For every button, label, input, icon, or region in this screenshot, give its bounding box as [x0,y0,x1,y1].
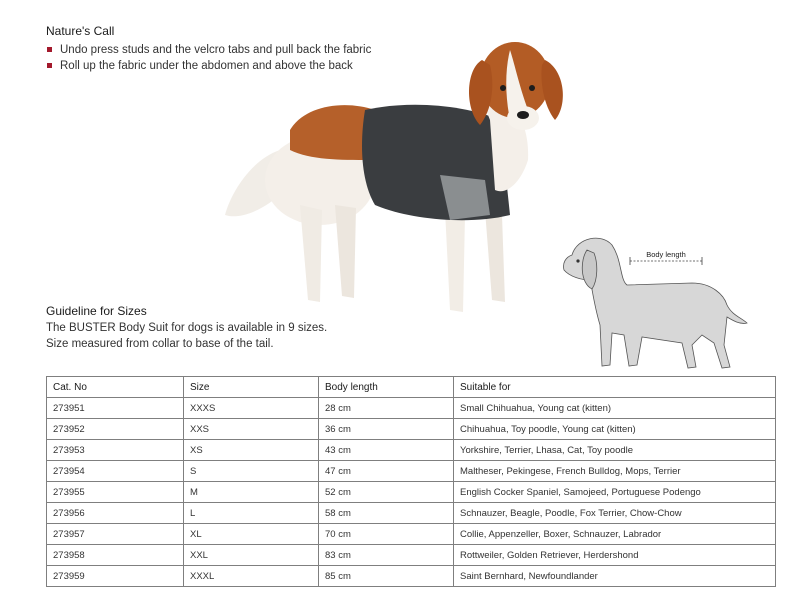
cell-size: XXS [184,419,319,440]
bullet-text: Undo press studs and the velcro tabs and pull back the fabric [60,44,372,56]
cell-body-length: 58 cm [319,503,454,524]
table-row [47,419,776,440]
bullet-square-icon [47,47,52,52]
table-row [47,461,776,482]
table-row [47,503,776,524]
cell-size: S [184,461,319,482]
table-row [47,524,776,545]
header-size: Size [184,377,319,398]
natures-call-title: Nature's Call [46,24,115,38]
cell-body-length: 52 cm [319,482,454,503]
cell-body-length: 83 cm [319,545,454,566]
cell-suitable-for: Saint Bernhard, Newfoundlander [454,566,776,587]
cell-body-length: 70 cm [319,524,454,545]
table-row [47,440,776,461]
size-table [46,376,776,587]
cell-size: XS [184,440,319,461]
bullet-square-icon [47,63,52,68]
guideline-line: The BUSTER Body Suit for dogs is available in 9 sizes. [46,322,328,334]
guideline-line: Size measured from collar to base of the tail. [46,338,274,350]
cell-suitable-for: Chihuahua, Toy poodle, Young cat (kitten) [454,419,776,440]
dog-silhouette-diagram [552,225,752,373]
cell-body-length: 43 cm [319,440,454,461]
cell-body-length: 85 cm [319,566,454,587]
table-header-row [47,377,776,398]
cell-body-length: 47 cm [319,461,454,482]
table-row [47,482,776,503]
cell-suitable-for: English Cocker Spaniel, Samojeed, Portuguese Podengo [454,482,776,503]
cell-cat-no: 273958 [47,545,184,566]
cell-suitable-for: Rottweiler, Golden Retriever, Herdershond [454,545,776,566]
cell-size: XL [184,524,319,545]
cell-body-length: 36 cm [319,419,454,440]
guideline-text [46,320,327,352]
cell-cat-no: 273953 [47,440,184,461]
cell-size: XXL [184,545,319,566]
cell-body-length: 28 cm [319,398,454,419]
cell-size: M [184,482,319,503]
header-cat-no: Cat. No [47,377,184,398]
cell-cat-no: 273957 [47,524,184,545]
cell-suitable-for: Maltheser, Pekingese, French Bulldog, Mops, Terrier [454,461,776,482]
cell-suitable-for: Schnauzer, Beagle, Poodle, Fox Terrier, Chow-Chow [454,503,776,524]
cell-cat-no: 273951 [47,398,184,419]
table-row [47,398,776,419]
cell-size: L [184,503,319,524]
cell-cat-no: 273959 [47,566,184,587]
cell-size: XXXS [184,398,319,419]
cell-cat-no: 273955 [47,482,184,503]
header-suitable-for: Suitable for [454,377,776,398]
cell-cat-no: 273954 [47,461,184,482]
cell-suitable-for: Yorkshire, Terrier, Lhasa, Cat, Toy poodle [454,440,776,461]
cell-suitable-for: Collie, Appenzeller, Boxer, Schnauzer, Labrador [454,524,776,545]
cell-cat-no: 273956 [47,503,184,524]
bullet-text: Roll up the fabric under the abdomen and above the back [60,60,353,72]
body-length-label: Body length [646,250,686,259]
table-row [47,566,776,587]
header-body-length: Body length [319,377,454,398]
table-row [47,545,776,566]
cell-size: XXXL [184,566,319,587]
cell-cat-no: 273952 [47,419,184,440]
cell-suitable-for: Small Chihuahua, Young cat (kitten) [454,398,776,419]
guideline-title: Guideline for Sizes [46,304,147,318]
